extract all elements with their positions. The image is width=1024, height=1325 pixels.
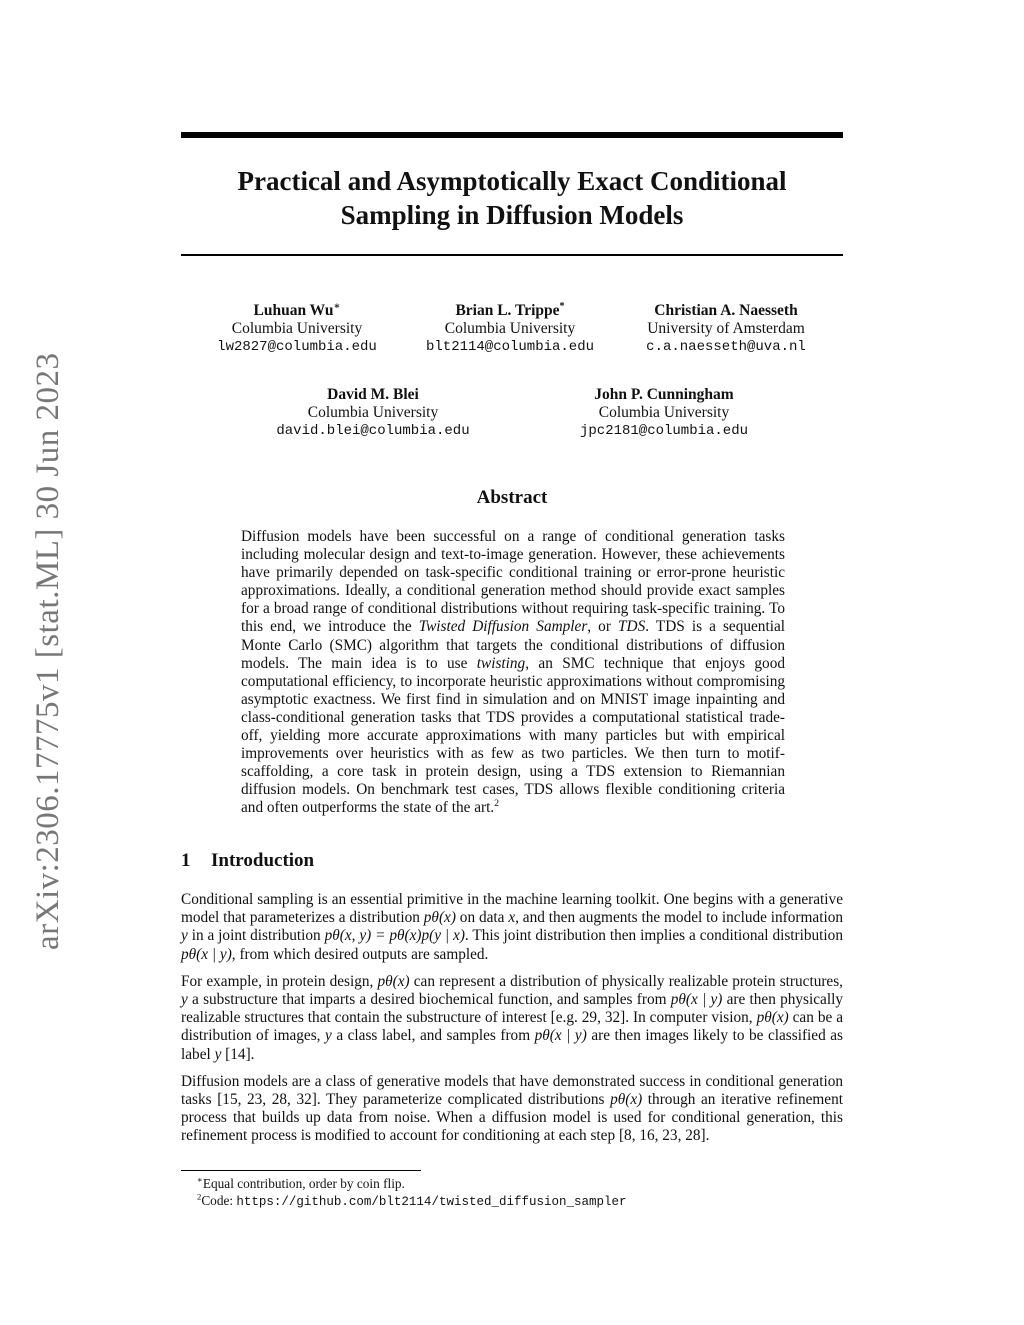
code-url-link[interactable]: https://github.com/blt2114/twisted_diffusion_sampler: [236, 1195, 627, 1209]
abstract-heading: Abstract: [476, 487, 548, 508]
author-affiliation: University of Amsterdam: [647, 320, 805, 337]
title-bottom-rule: [181, 254, 843, 256]
author-email: lw2827@columbia.edu: [217, 339, 377, 355]
footnotes: [197, 1175, 837, 1211]
introduction-body: [181, 891, 843, 1155]
footnote-1: ∗Equal contribution, order by coin flip.: [197, 1174, 405, 1191]
paragraph-3: Diffusion models are a class of generative models that have demonstrated success in conditional generation tasks [15, 23, 28, 32]. They parameterize complicated distributions pθ(x) through an iterative refinement process that builds up data from noise. When a diffusion model is used for conditional generation, this refinement process is modified to account for conditioning at each step [8, 16, 23, 28].: [181, 1072, 843, 1145]
author-name: Luhuan Wu∗: [253, 300, 341, 319]
title-line-2: Sampling in Diffusion Models: [340, 200, 684, 230]
footnote-2: $^2$Code: https://github.com/blt2114/twisted_diffusion_sampler: [197, 1191, 627, 1209]
author-email: jpc2181@columbia.edu: [579, 423, 749, 439]
author-affiliation: Columbia University: [231, 320, 363, 337]
author-block-2: [426, 302, 594, 356]
author-affiliation: Columbia University: [598, 404, 730, 421]
author-name: Brian L. Trippe*: [455, 300, 565, 319]
author-affiliation: Columbia University: [444, 320, 576, 337]
paragraph-2: For example, in protein design, pθ(x) can represent a distribution of physically realizable protein structures, y a substructure that imparts a desired biochemical function, and samples from pθ(x | y) are then physically realizable structures that contain the substructure of interest [e.g. 29, 32]. In computer vision, pθ(x) can be a distribution of images, y a class label, and samples from pθ(x | y) are then images likely to be classified as label y [14].: [181, 972, 843, 1063]
section-title: Introduction: [211, 850, 315, 871]
author-affiliation: Columbia University: [307, 404, 439, 421]
author-block-1: [217, 302, 377, 356]
author-name: John P. Cunningham: [594, 386, 734, 403]
paper-title: [181, 164, 843, 232]
footnote-rule: [181, 1170, 421, 1171]
section-number: 1: [181, 850, 191, 871]
paragraph-1: Conditional sampling is an essential primitive in the machine learning toolkit. One begins with a generative model that parameterizes a distribution pθ(x) on data x, and then augments the model to include information y in a joint distribution pθ(x, y) = pθ(x)p(y | x). This joint distribution then implies a conditional distribution pθ(x | y), from which desired outputs are sampled.: [181, 891, 844, 963]
author-block-4: [276, 386, 469, 440]
author-email: c.a.naesseth@uva.nl: [646, 339, 806, 355]
arxiv-side-stamp: arXiv:2306.17775v1 [stat.ML] 30 Jun 2023: [30, 352, 66, 950]
author-block-5: [580, 386, 748, 440]
title-line-1: Practical and Asymptotically Exact Conditional: [237, 166, 787, 196]
author-email: david.blei@columbia.edu: [276, 423, 470, 439]
footnote-ref: 2: [494, 798, 500, 810]
title-top-rule: [181, 132, 843, 138]
author-name: Christian A. Naesseth: [654, 302, 798, 319]
author-block-3: [646, 302, 806, 356]
author-email: blt2114@columbia.edu: [425, 339, 595, 355]
author-name: David M. Blei: [327, 386, 419, 403]
abstract-body: Diffusion models have been successful on a range of conditional generation tasks including molecular design and text-to-image generation. However, these achievements have primarily depended on task-specific conditional training or error-prone heuristic approximations. Ideally, a conditional generation method should provide exact samples for a broad range of conditional distributions without requiring task-specific training. To this end, we introduce the Twisted Diffusion Sampler, or TDS. TDS is a sequential Monte Carlo (SMC) algorithm that targets the conditional distributions of diffusion models. The main idea is to use twisting, an SMC technique that enjoys good computational efficiency, to incorporate heuristic approximations without compromising asymptotic exactness. We first find in simulation and on MNIST image inpainting and class-conditional generation tasks that TDS provides a computational statistical trade-off, yielding more accurate approximations with many particles but with empirical improvements over heuristics with as few as two particles. We then turn to motif-scaffolding, a core task in protein design, using a TDS extension to Riemannian diffusion models. On benchmark test cases, TDS allows flexible conditioning criteria and often outperforms the state of the art.$^2$: [241, 528, 785, 817]
section-heading: [181, 850, 314, 872]
